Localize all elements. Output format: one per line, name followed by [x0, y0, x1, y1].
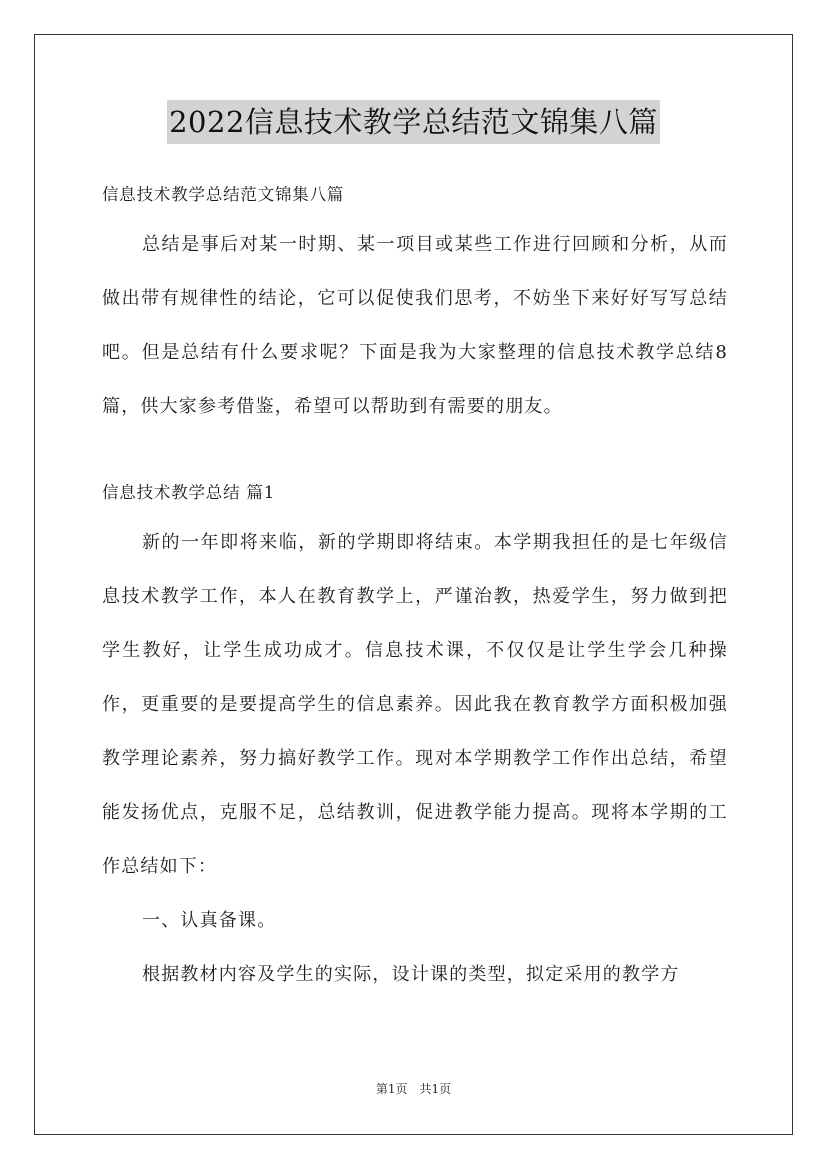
- title-container: [0, 100, 827, 144]
- paragraph-gap: [102, 434, 728, 470]
- point-heading: 一、认真备课。: [142, 910, 277, 931]
- document-subtitle: 信息技术教学总结范文锦集八篇: [102, 185, 345, 204]
- body-paragraph: 新的一年即将来临，新的学期即将结束。本学期我担任的是七年级信息技术教学工作，本人在教育教学上，严谨治教，热爱学生，努力做到把学生教好，让学生成功成才。信息技术课，不仅仅是让学生学会几种操作，更重要的是要提高学生的信息素养。因此我在教育教学方面积极加强教学理论素养，努力搞好教学工作。现对本学期教学工作作出总结，希望能发扬优点，克服不足，总结教训，促进教学能力提高。现将本学期的工作总结如下：: [102, 532, 728, 877]
- document-body: [102, 172, 728, 1002]
- document-title: 2022信息技术教学总结范文锦集八篇: [167, 100, 660, 144]
- section-heading: 信息技术教学总结 篇1: [102, 483, 276, 502]
- intro-paragraph: 总结是事后对某一时期、某一项目或某些工作进行回顾和分析，从而做出带有规律性的结论，它可以促使我们思考，不妨坐下来好好写写总结吧。但是总结有什么要求呢？下面是我为大家整理的信息技术教学总结8篇，供大家参考借鉴，希望可以帮助到有需要的朋友。: [102, 234, 728, 417]
- page-footer: [0, 1080, 827, 1097]
- body-paragraph-continued: 根据教材内容及学生的实际，设计课的类型，拟定采用的教学方: [142, 964, 680, 985]
- page-number: 第1页 共1页: [375, 1082, 452, 1096]
